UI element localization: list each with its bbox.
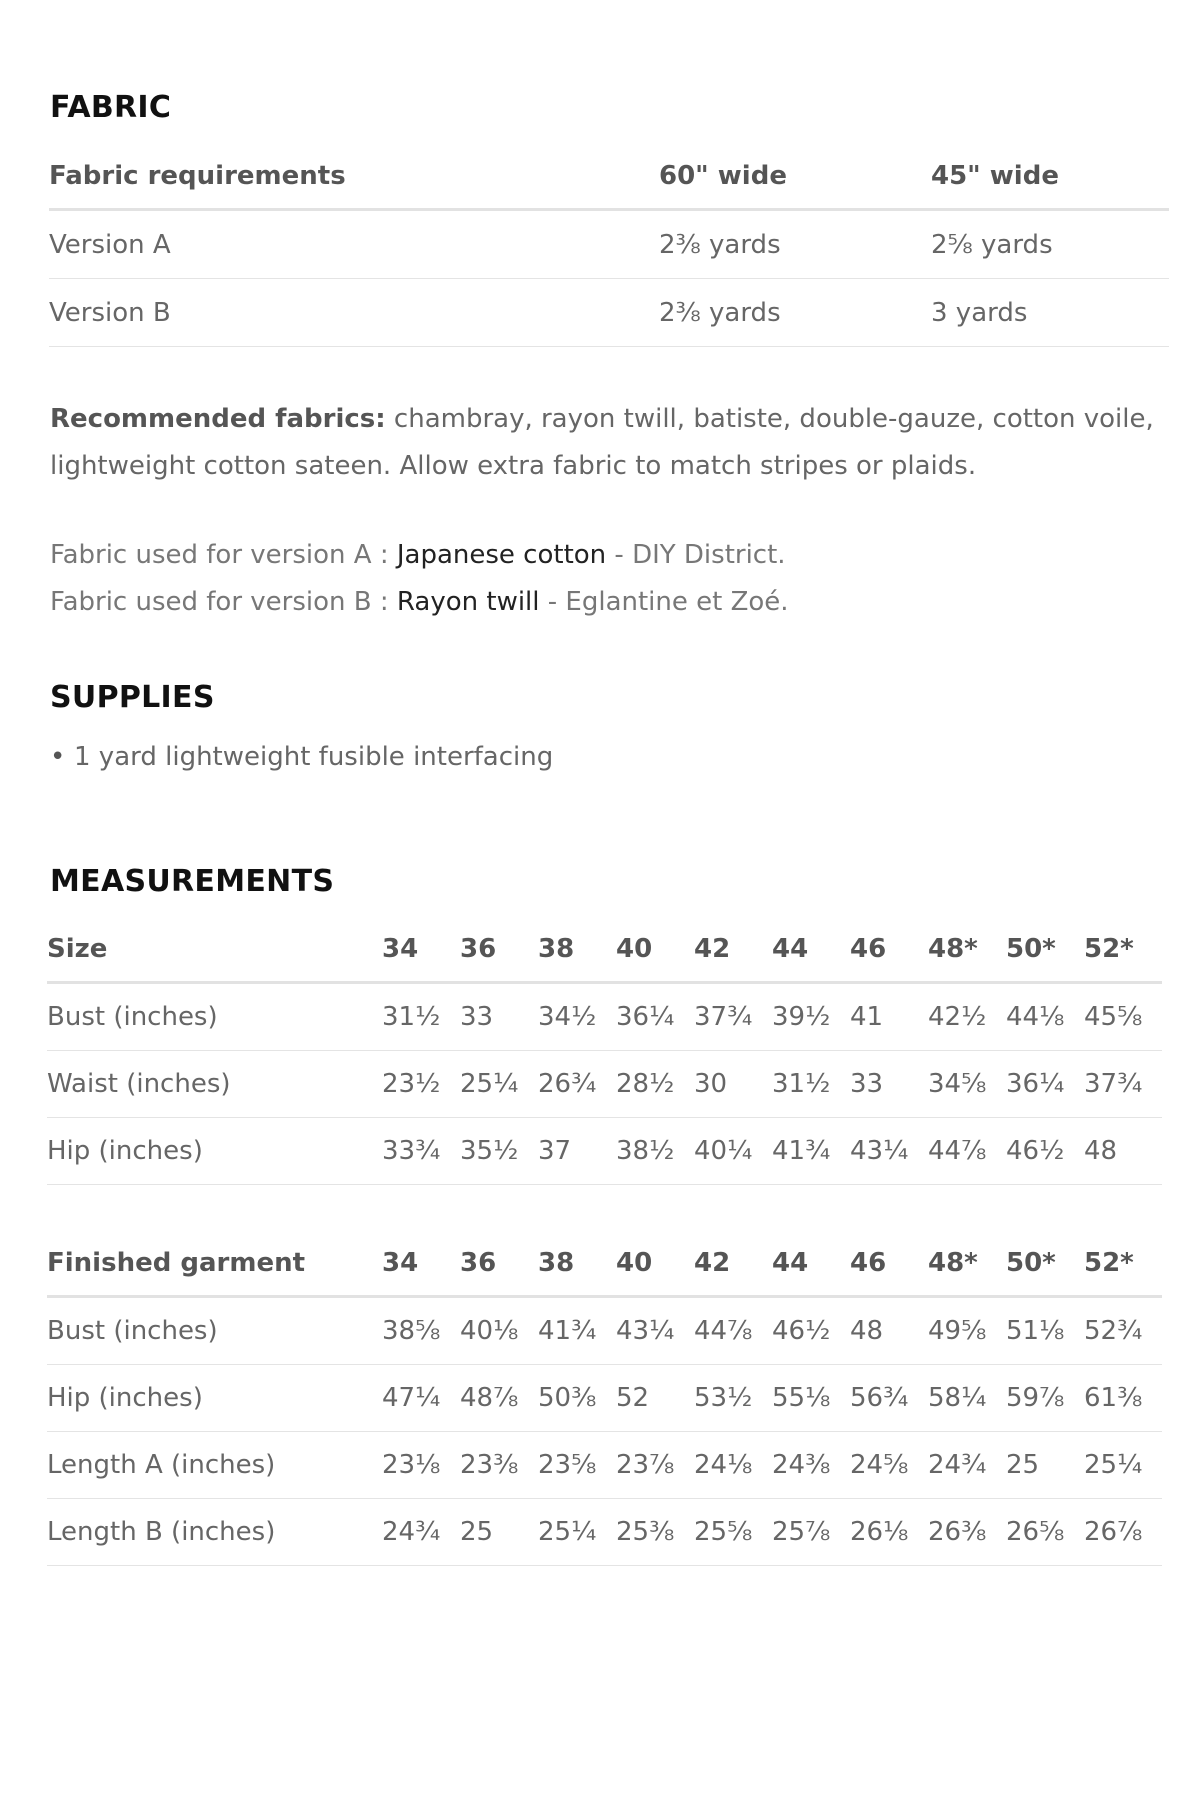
fabric-used-a (50, 535, 786, 575)
measurement-value: 26⅛ (850, 1499, 928, 1566)
fabric-requirements-table (49, 144, 1169, 347)
measurement-value: 48⅞ (460, 1365, 538, 1432)
measurement-value: 33 (460, 983, 538, 1051)
yardage-45: 2⅝ yards (931, 210, 1169, 279)
measurements-heading: MEASUREMENTS (50, 864, 335, 899)
size-column-header: 34 (382, 1231, 460, 1297)
version-label: Version B (49, 279, 659, 347)
measurement-value: 48 (1084, 1118, 1162, 1185)
size-column-header: 36 (460, 917, 538, 983)
yardage-60: 2⅜ yards (659, 210, 931, 279)
measurement-label: Bust (inches) (47, 1297, 382, 1365)
supplies-heading: SUPPLIES (50, 680, 215, 715)
measurement-value: 48 (850, 1297, 928, 1365)
measurement-value: 34⅝ (928, 1051, 1006, 1118)
measurement-value: 44⅛ (1006, 983, 1084, 1051)
measurement-value: 55⅛ (772, 1365, 850, 1432)
finished-garment-header: Finished garment (47, 1231, 382, 1297)
measurement-value: 31½ (772, 1051, 850, 1118)
measurement-value: 53½ (694, 1365, 772, 1432)
measurement-value: 24¾ (928, 1432, 1006, 1499)
recommended-label: Recommended fabrics: (50, 404, 386, 434)
fabric-used-b (50, 582, 789, 622)
size-column-header: 50* (1006, 1231, 1084, 1297)
list-item (50, 742, 553, 772)
measurement-value: 37 (538, 1118, 616, 1185)
width-60-header: 60" wide (659, 144, 931, 210)
measurement-value: 41¾ (772, 1118, 850, 1185)
table-row (47, 1499, 1162, 1566)
size-column-header: 46 (850, 1231, 928, 1297)
measurement-value: 26⅜ (928, 1499, 1006, 1566)
measurement-value: 52 (616, 1365, 694, 1432)
fabric-used-prefix: Fabric used for version B : (50, 587, 397, 617)
size-column-header: 48* (928, 1231, 1006, 1297)
supply-text: 1 yard lightweight fusible interfacing (74, 742, 554, 772)
measurement-label: Hip (inches) (47, 1365, 382, 1432)
measurement-value: 25¼ (460, 1051, 538, 1118)
size-column-header: 52* (1084, 917, 1162, 983)
measurement-value: 34½ (538, 983, 616, 1051)
size-column-header: 44 (772, 1231, 850, 1297)
size-column-header: 36 (460, 1231, 538, 1297)
measurement-label: Length A (inches) (47, 1432, 382, 1499)
measurement-value: 24⅜ (772, 1432, 850, 1499)
width-45-header: 45" wide (931, 144, 1169, 210)
measurement-value: 40¼ (694, 1118, 772, 1185)
recommended-fabrics (50, 396, 1180, 490)
table-row (47, 1118, 1162, 1185)
finished-garment-rows (47, 1297, 1162, 1566)
fabric-name-link[interactable]: Rayon twill (396, 587, 540, 617)
measurement-value: 23½ (382, 1051, 460, 1118)
measurement-value: 58¼ (928, 1365, 1006, 1432)
fabric-header-row (49, 144, 1169, 210)
measurement-value: 47¼ (382, 1365, 460, 1432)
fabric-heading: FABRIC (50, 90, 172, 125)
size-column-header: 46 (850, 917, 928, 983)
measurement-label: Bust (inches) (47, 983, 382, 1051)
measurement-value: 39½ (772, 983, 850, 1051)
measurement-value: 51⅛ (1006, 1297, 1084, 1365)
fabric-used-suffix: - Eglantine et Zoé. (539, 587, 789, 617)
measurement-value: 31½ (382, 983, 460, 1051)
measurement-value: 23⅝ (538, 1432, 616, 1499)
measurement-value: 52¾ (1084, 1297, 1162, 1365)
measurement-value: 43¼ (616, 1297, 694, 1365)
measurement-label: Waist (inches) (47, 1051, 382, 1118)
table-row (49, 279, 1169, 347)
size-column-header: 40 (616, 1231, 694, 1297)
measurement-value: 26⅞ (1084, 1499, 1162, 1566)
measurement-label: Hip (inches) (47, 1118, 382, 1185)
size-column-header: 34 (382, 917, 460, 983)
size-column-header: 42 (694, 917, 772, 983)
fabric-used-prefix: Fabric used for version A : (50, 540, 397, 570)
measurement-value: 24⅝ (850, 1432, 928, 1499)
fabric-used-suffix: - DIY District. (606, 540, 786, 570)
table-row (47, 1297, 1162, 1365)
measurement-value: 28½ (616, 1051, 694, 1118)
size-column-header: 48* (928, 917, 1006, 983)
measurement-value: 44⅞ (928, 1118, 1006, 1185)
finished-header-row (47, 1231, 1162, 1297)
fabric-requirements-header: Fabric requirements (49, 144, 659, 210)
table-row (47, 1432, 1162, 1499)
recommended-text: chambray, rayon twill, batiste, double-gauze, cotton voile, lightweight cotton sateen. Allow extra fabric to match stripes or plaids. (50, 404, 1154, 481)
measurement-value: 38½ (616, 1118, 694, 1185)
supplies-list (50, 742, 553, 772)
measurement-value: 37¾ (694, 983, 772, 1051)
table-row (49, 210, 1169, 279)
measurement-value: 38⅝ (382, 1297, 460, 1365)
measurement-value: 49⅝ (928, 1297, 1006, 1365)
bullet-icon: • (50, 742, 66, 772)
body-measurements-rows (47, 983, 1162, 1185)
finished-garment-table (47, 1231, 1162, 1566)
size-header: Size (47, 917, 382, 983)
size-column-header: 50* (1006, 917, 1084, 983)
measurement-value: 45⅝ (1084, 983, 1162, 1051)
measurement-value: 23⅜ (460, 1432, 538, 1499)
measurement-value: 37¾ (1084, 1051, 1162, 1118)
measurement-value: 36¼ (616, 983, 694, 1051)
measurement-value: 44⅞ (694, 1297, 772, 1365)
measurement-value: 43¼ (850, 1118, 928, 1185)
measurement-value: 25⅞ (772, 1499, 850, 1566)
measurement-value: 50⅜ (538, 1365, 616, 1432)
measurement-value: 24⅛ (694, 1432, 772, 1499)
fabric-name-link[interactable]: Japanese cotton (396, 540, 607, 570)
measurement-value: 33 (850, 1051, 928, 1118)
body-measurements-table (47, 917, 1162, 1185)
measurement-value: 36¼ (1006, 1051, 1084, 1118)
measurement-value: 23⅛ (382, 1432, 460, 1499)
yardage-45: 3 yards (931, 279, 1169, 347)
measurement-value: 46½ (1006, 1118, 1084, 1185)
measurement-value: 41 (850, 983, 928, 1051)
size-column-header: 52* (1084, 1231, 1162, 1297)
measurement-value: 59⅞ (1006, 1365, 1084, 1432)
size-column-header: 38 (538, 1231, 616, 1297)
measurement-value: 61⅜ (1084, 1365, 1162, 1432)
size-column-header: 42 (694, 1231, 772, 1297)
table-row (47, 1051, 1162, 1118)
measurement-value: 26⅝ (1006, 1499, 1084, 1566)
measurement-value: 26¾ (538, 1051, 616, 1118)
table-row (47, 983, 1162, 1051)
measurement-value: 25¼ (1084, 1432, 1162, 1499)
version-label: Version A (49, 210, 659, 279)
measurement-value: 25 (1006, 1432, 1084, 1499)
size-column-header: 38 (538, 917, 616, 983)
measurement-value: 24¾ (382, 1499, 460, 1566)
size-header-row (47, 917, 1162, 983)
measurement-value: 41¾ (538, 1297, 616, 1365)
measurement-value: 25 (460, 1499, 538, 1566)
measurement-value: 56¾ (850, 1365, 928, 1432)
measurement-value: 25¼ (538, 1499, 616, 1566)
measurement-value: 25⅜ (616, 1499, 694, 1566)
measurement-value: 23⅞ (616, 1432, 694, 1499)
measurement-value: 46½ (772, 1297, 850, 1365)
measurement-value: 33¾ (382, 1118, 460, 1185)
table-row (47, 1365, 1162, 1432)
size-column-header: 40 (616, 917, 694, 983)
size-column-header: 44 (772, 917, 850, 983)
measurement-label: Length B (inches) (47, 1499, 382, 1566)
measurement-value: 35½ (460, 1118, 538, 1185)
measurement-value: 30 (694, 1051, 772, 1118)
measurement-value: 25⅝ (694, 1499, 772, 1566)
measurement-value: 42½ (928, 983, 1006, 1051)
measurement-value: 40⅛ (460, 1297, 538, 1365)
yardage-60: 2⅜ yards (659, 279, 931, 347)
